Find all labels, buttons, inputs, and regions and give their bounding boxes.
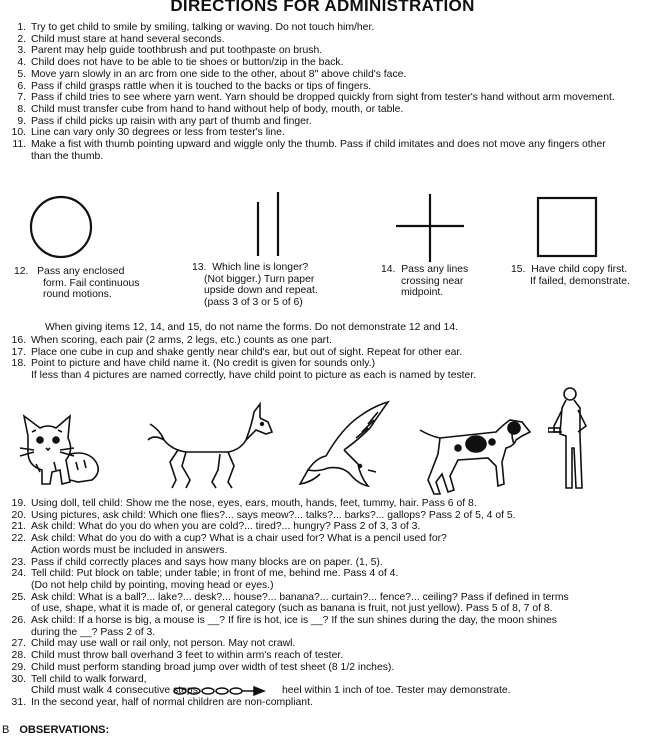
list-item <box>0 545 645 557</box>
item-number: 7. <box>17 92 26 104</box>
item-number: 28. <box>11 650 26 662</box>
cat-icon <box>14 410 110 490</box>
item-number: 29. <box>11 661 26 673</box>
list-item <box>0 104 645 116</box>
item-number: 24. <box>11 568 26 580</box>
item-text: Using doll, tell child: Show me the nose, eyes, ears, mouth, hands, feet, tummy, hair. Pass 6 of 8. <box>31 498 477 509</box>
item-text: Child must throw ball overhand 3 feet to within arm's reach of tester. <box>31 650 344 662</box>
item-text: Line can vary only 30 degrees or less from tester's line. <box>31 127 285 139</box>
caption-14: 14. Pass any lines crossing near midpoint. <box>381 264 469 299</box>
item-text: Child must stare at hand several seconds. <box>31 33 225 45</box>
item-text: Action words must be included in answers. <box>31 544 228 556</box>
item-number: 2. <box>17 33 26 45</box>
item-number: 11. <box>12 139 26 150</box>
list-item <box>0 592 645 604</box>
item-text: during the __? Pass 2 of 3. <box>31 626 156 638</box>
two-lines-shape <box>248 190 288 260</box>
item-text: Using pictures, ask child: Which one flies?... says meow?... talks?... barks?... gallops? Pass 2 of 5, 4 of 5. <box>31 509 516 521</box>
list-item <box>0 127 645 139</box>
caption-15: 15. Have child copy first. If failed, demonstrate. <box>511 264 630 287</box>
item-text: of use, shape, what it is made of, or general category (such as banana is fruit, not just yellow). Pass 5 of 8, 7 of 8. <box>31 603 553 615</box>
list-item <box>0 627 645 639</box>
list-item <box>0 521 645 533</box>
item-text: Ask child: If a horse is big, a mouse is __? If fire is hot, ice is __? If the sun shines during the day, the moon shines <box>31 615 557 626</box>
item-text: (Do not help child by pointing, moving head or eyes.) <box>31 579 274 591</box>
item-text: Place one cube in cup and shake gently near child's ear, but out of sight. Repeat for other ear. <box>31 346 463 358</box>
item-number: 17. <box>11 346 26 358</box>
item-text: Child must perform standing broad jump over width of test sheet (8 1/2 inches). <box>31 661 395 673</box>
list-item <box>0 370 645 382</box>
item-number: 10. <box>11 127 26 139</box>
item-text: Ask child: What do you do with a cup? What is a chair used for? What is a pencil used for? <box>31 533 447 545</box>
list-item <box>0 557 645 569</box>
item-number: 8. <box>17 103 26 115</box>
list-item <box>0 358 645 370</box>
item-number: 20. <box>11 509 26 521</box>
list-item <box>0 662 645 674</box>
item-text: If less than 4 pictures are named correctly, have child point to picture as each is named by tester. <box>31 370 477 382</box>
list-item <box>0 510 645 522</box>
list-item <box>0 22 645 34</box>
item-text: Make a fist with thumb pointing upward and wiggle only the thumb. Pass if child imitates and does not move any fingers other <box>31 139 606 150</box>
man-icon <box>548 386 596 492</box>
list-item <box>0 69 645 81</box>
list-item <box>0 45 645 57</box>
caption-12: 12. Pass any enclosed form. Fail continuous round motions. <box>14 266 140 301</box>
item-text: Point to picture and have child name it. (No credit is given for sounds only.) <box>31 358 376 370</box>
item-number: 4. <box>17 57 26 69</box>
item-text: Tell child: Put block on table; under table; in front of me, behind me. Pass 4 of 4. <box>31 568 399 580</box>
list-item <box>0 335 645 347</box>
list-item <box>0 697 645 709</box>
item-text: Pass if child picks up raisin with any part of thumb and finger. <box>31 115 312 127</box>
list-item <box>0 568 645 580</box>
list-item <box>0 81 645 93</box>
item-text: Child must transfer cube from hand to hand without help of body, mouth, or table. <box>31 103 404 115</box>
list-item <box>0 638 645 650</box>
item-number: 18. <box>11 358 26 370</box>
circle-shape <box>28 194 94 260</box>
item-number: 26. <box>11 615 26 626</box>
list-item <box>0 533 645 545</box>
item-text: Child may use wall or rail only, not person. May not crawl. <box>31 638 296 650</box>
list-item <box>0 139 645 151</box>
heel-to-toe-footprints-icon <box>172 686 268 696</box>
item-text: than the thumb. <box>31 150 104 162</box>
item-number: 5. <box>17 68 26 80</box>
list-item <box>0 498 645 510</box>
item-text: Parent may help guide toothbrush and put toothpaste on brush. <box>31 45 323 57</box>
item-number: 16. <box>11 335 26 346</box>
item-text: Child must walk 4 consecutive steps. <box>31 685 201 697</box>
item-text: Try to get child to smile by smiling, talking or waving. Do not touch him/her. <box>31 22 375 33</box>
horse-icon <box>142 400 276 492</box>
note-forms: When giving items 12, 14, and 15, do not name the forms. Do not demonstrate 12 and 14. <box>45 322 458 333</box>
item-number: 9. <box>17 115 26 127</box>
item-text: Move yarn slowly in an arc from one side to the other, about 8" above child's face. <box>31 68 407 80</box>
list-item <box>0 347 645 359</box>
item-text: In the second year, half of normal children are non-compliant. <box>31 696 313 708</box>
item-text: Ask child: What do you do when you are cold?... tired?... hungry? Pass 2 of 3, 3 of 3. <box>31 521 421 533</box>
item-number: 27. <box>11 638 26 650</box>
item-number: 30. <box>11 673 26 685</box>
list-item <box>0 34 645 46</box>
list-item <box>0 57 645 69</box>
square-shape <box>536 196 600 260</box>
item-number: 23. <box>11 556 26 568</box>
item-text: Child does not have to be able to tie shoes or button/zip in the back. <box>31 57 344 69</box>
page-title: DIRECTIONS FOR ADMINISTRATION <box>170 0 475 15</box>
cross-shape <box>394 192 466 264</box>
item-number: 25. <box>11 591 26 603</box>
list-item <box>0 603 645 615</box>
item-text: When scoring, each pair (2 arms, 2 legs, etc.) counts as one part. <box>31 335 332 346</box>
item-text: Pass if child correctly places and says how many blocks are on paper. (1, 5). <box>31 556 383 568</box>
item-number: 21. <box>11 521 26 533</box>
item-number: 1. <box>17 22 26 33</box>
item-number: 22. <box>11 533 26 545</box>
item-text: Tell child to walk forward, <box>31 673 147 685</box>
item-text: Ask child: What is a ball?... lake?... desk?... house?... banana?... curtain?... fence?... ceiling? Pass if defined in terms <box>31 591 569 603</box>
item-text: Pass if child grasps rattle when it is touched to the backs or tips of fingers. <box>31 80 372 92</box>
list-item <box>0 151 645 163</box>
item-number: 19. <box>11 498 26 509</box>
caption-13: 13. Which line is longer? (Not bigger.) Turn paper upside down and repeat. (pass 3 of 3 or 5 of 6) <box>192 262 318 308</box>
list-item <box>0 615 645 627</box>
item-number: 6. <box>17 80 26 92</box>
observations-heading: B OBSERVATIONS: <box>2 724 110 736</box>
item-number: 31. <box>11 696 26 708</box>
bird-icon <box>298 398 396 494</box>
dog-icon <box>418 410 534 496</box>
item-30-suffix: heel within 1 inch of toe. Tester may demonstrate. <box>282 685 511 696</box>
item-text: Pass if child tries to see where yarn went. Yarn should be dropped quickly from sight from tester's hand without arm movement. <box>31 92 615 104</box>
list-item <box>0 92 645 104</box>
item-30-figure <box>0 685 645 697</box>
list-item <box>0 580 645 592</box>
list-item <box>0 116 645 128</box>
list-item <box>0 674 645 686</box>
list-item <box>0 650 645 662</box>
item-number: 3. <box>17 45 26 57</box>
